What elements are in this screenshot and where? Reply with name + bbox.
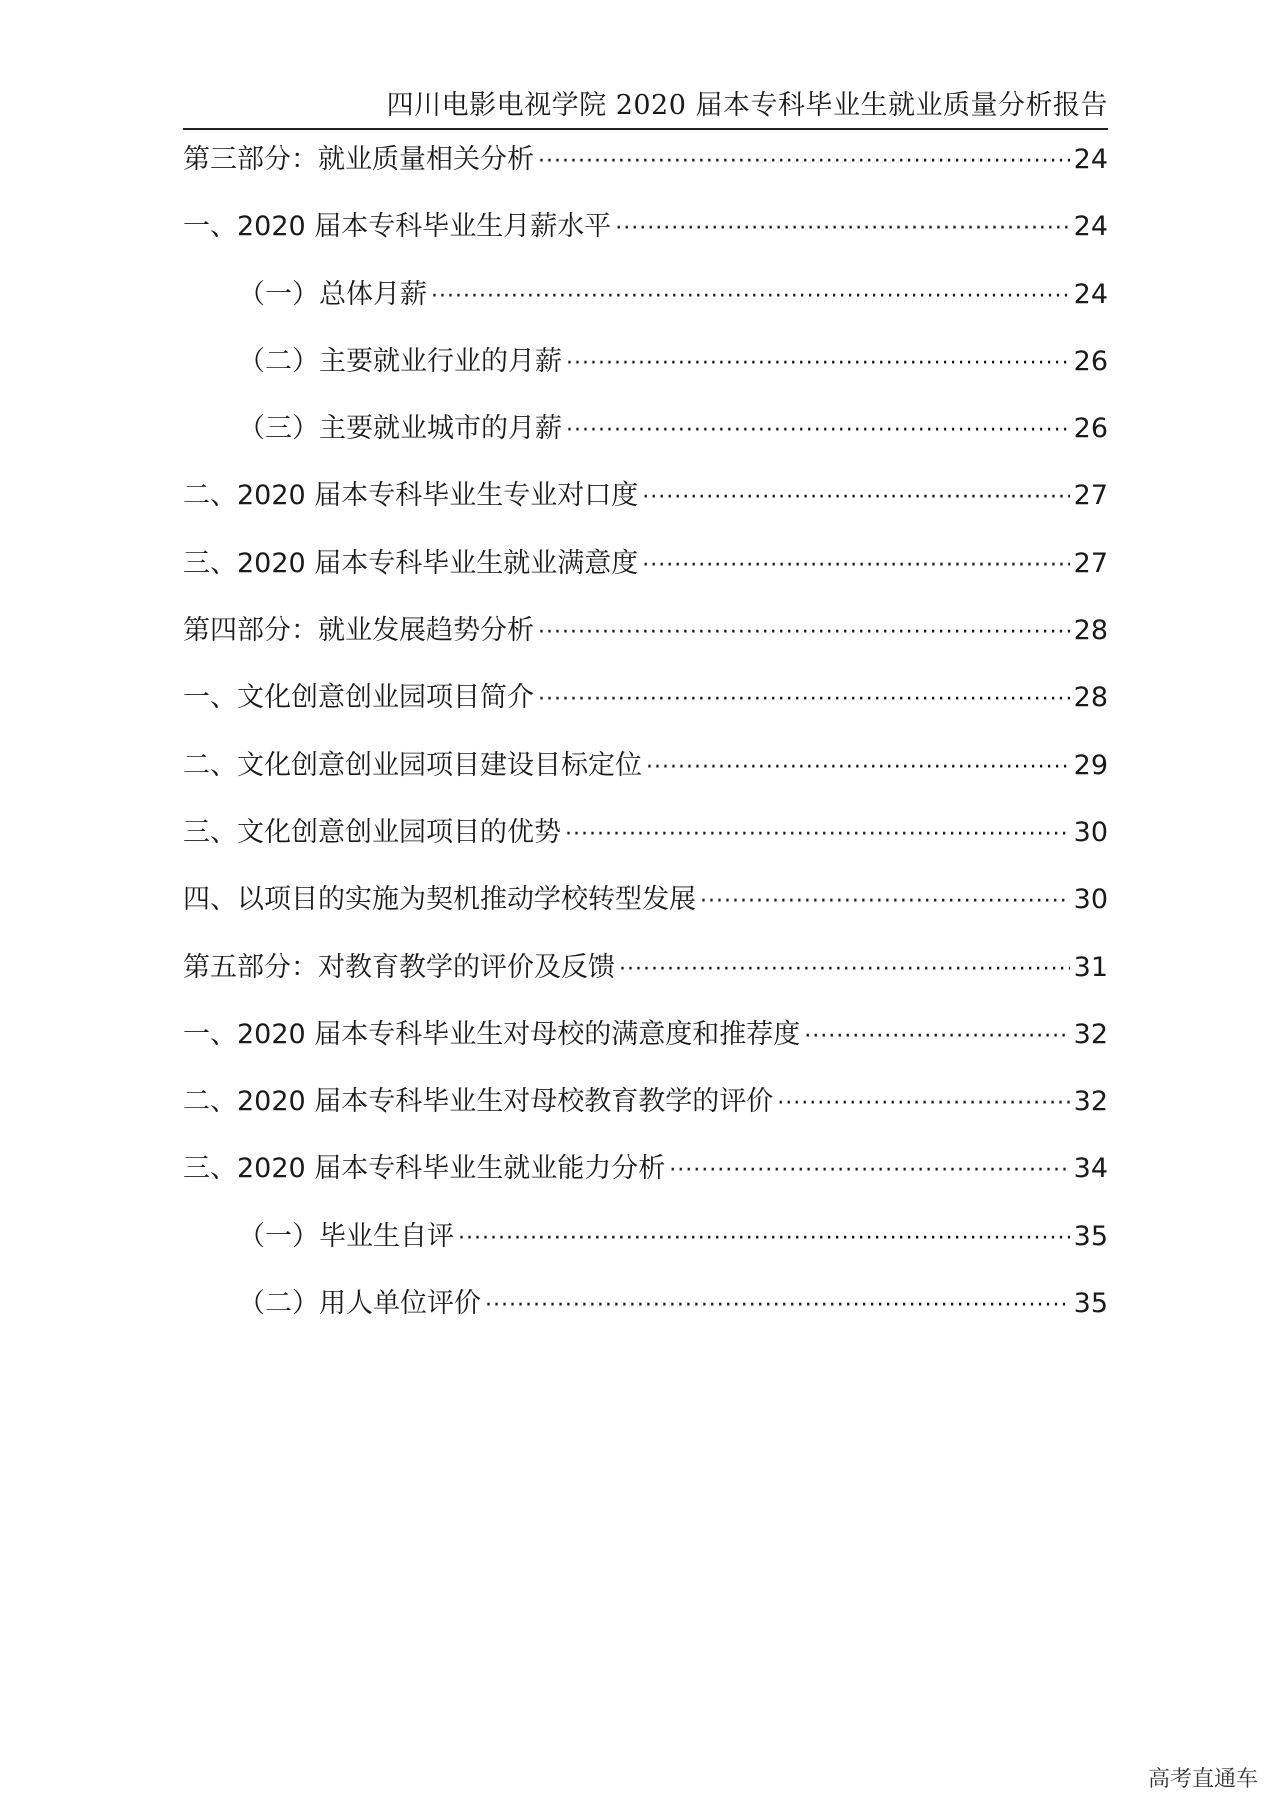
toc-entry[interactable] <box>183 547 1108 614</box>
toc-entry[interactable] <box>183 749 1108 816</box>
page-header-title: 四川电影电视学院 2020 届本专科毕业生就业质量分析报告 <box>386 90 1108 121</box>
toc-dot-leader <box>538 616 1070 650</box>
toc-entry-page-number: 32 <box>1073 1018 1108 1050</box>
toc-entry-page-number: 30 <box>1073 816 1108 848</box>
toc-entry[interactable] <box>183 1018 1108 1085</box>
toc-entry[interactable] <box>183 1152 1108 1219</box>
toc-dot-leader <box>646 751 1070 785</box>
toc-dot-leader <box>669 1154 1069 1188</box>
toc-entry-page-number: 35 <box>1073 1220 1108 1252</box>
toc-entry-label: （二）用人单位评价 <box>238 1288 481 1320</box>
toc-entry[interactable] <box>183 210 1108 277</box>
toc-dot-leader <box>700 885 1070 919</box>
toc-dot-leader <box>431 280 1070 314</box>
toc-entry-page-number: 30 <box>1073 884 1108 916</box>
toc-dot-leader <box>566 414 1070 448</box>
toc-entry-page-number: 28 <box>1073 615 1108 647</box>
toc-entry[interactable] <box>183 143 1108 210</box>
toc-dot-leader <box>566 347 1070 381</box>
toc-dot-leader <box>777 1087 1069 1121</box>
toc-entry[interactable] <box>183 1085 1108 1152</box>
toc-entry[interactable] <box>183 1220 1108 1287</box>
toc-entry-label: 三、2020 届本专科毕业生就业能力分析 <box>183 1153 666 1185</box>
toc-dot-leader <box>565 818 1070 852</box>
toc-entry[interactable] <box>183 345 1108 412</box>
toc-entry[interactable] <box>183 614 1108 681</box>
toc-entry-label: 第五部分：对教育教学的评价及反馈 <box>183 951 615 983</box>
toc-entry-page-number: 28 <box>1073 682 1108 714</box>
toc-dot-leader <box>485 1289 1070 1323</box>
toc-entry-label: 三、文化创意创业园项目的优势 <box>183 816 561 848</box>
toc-entry-page-number: 32 <box>1073 1086 1108 1118</box>
toc-entry-label: 二、文化创意创业园项目建设目标定位 <box>183 749 642 781</box>
toc-entry-label: 一、2020 届本专科毕业生对母校的满意度和推荐度 <box>183 1018 801 1050</box>
toc-entry-label: （一）毕业生自评 <box>238 1220 454 1252</box>
toc-entry-page-number: 26 <box>1073 345 1108 377</box>
toc-entry-label: 四、以项目的实施为契机推动学校转型发展 <box>183 884 696 916</box>
toc-entry-label: 三、2020 届本专科毕业生就业满意度 <box>183 547 639 579</box>
toc-entry-page-number: 29 <box>1073 749 1108 781</box>
toc-entry-page-number: 24 <box>1073 278 1108 310</box>
toc-entry-label: 二、2020 届本专科毕业生专业对口度 <box>183 480 639 512</box>
toc-entry-page-number: 31 <box>1073 951 1108 983</box>
toc-entry[interactable] <box>183 479 1108 546</box>
toc-entry-label: （二）主要就业行业的月薪 <box>238 345 562 377</box>
watermark: 高考直通车 <box>1147 1767 1258 1792</box>
page-header <box>183 88 1108 130</box>
toc-dot-leader <box>642 481 1069 515</box>
toc-entry-label: 第三部分：就业质量相关分析 <box>183 144 534 175</box>
toc-entry[interactable] <box>183 278 1108 345</box>
toc-dot-leader <box>538 145 1070 179</box>
toc-dot-leader <box>615 212 1069 246</box>
toc-dot-leader <box>619 953 1070 987</box>
toc-entry-label: 第四部分：就业发展趋势分析 <box>183 615 534 647</box>
toc-entry-label: 一、文化创意创业园项目简介 <box>183 682 534 714</box>
toc-entry[interactable] <box>183 883 1108 950</box>
toc-entry[interactable] <box>183 951 1108 1018</box>
toc-entry[interactable] <box>183 681 1108 748</box>
toc-dot-leader <box>538 683 1070 717</box>
table-of-contents <box>183 143 1108 1354</box>
toc-entry-page-number: 35 <box>1073 1288 1108 1320</box>
toc-entry-label: 一、2020 届本专科毕业生月薪水平 <box>183 211 612 243</box>
toc-entry[interactable] <box>183 1287 1108 1354</box>
toc-dot-leader <box>458 1222 1070 1256</box>
toc-entry-page-number: 24 <box>1073 211 1108 243</box>
toc-entry-page-number: 26 <box>1073 413 1108 445</box>
toc-entry-label: （三）主要就业城市的月薪 <box>238 413 562 445</box>
toc-entry-page-number: 24 <box>1073 144 1108 175</box>
toc-entry[interactable] <box>183 412 1108 479</box>
toc-entry-page-number: 34 <box>1073 1153 1108 1185</box>
toc-entry-page-number: 27 <box>1073 547 1108 579</box>
toc-dot-leader <box>642 549 1069 583</box>
toc-dot-leader <box>804 1020 1069 1054</box>
toc-entry[interactable] <box>183 816 1108 883</box>
toc-entry-label: （一）总体月薪 <box>238 278 427 310</box>
toc-entry-page-number: 27 <box>1073 480 1108 512</box>
toc-entry-label: 二、2020 届本专科毕业生对母校教育教学的评价 <box>183 1086 774 1118</box>
